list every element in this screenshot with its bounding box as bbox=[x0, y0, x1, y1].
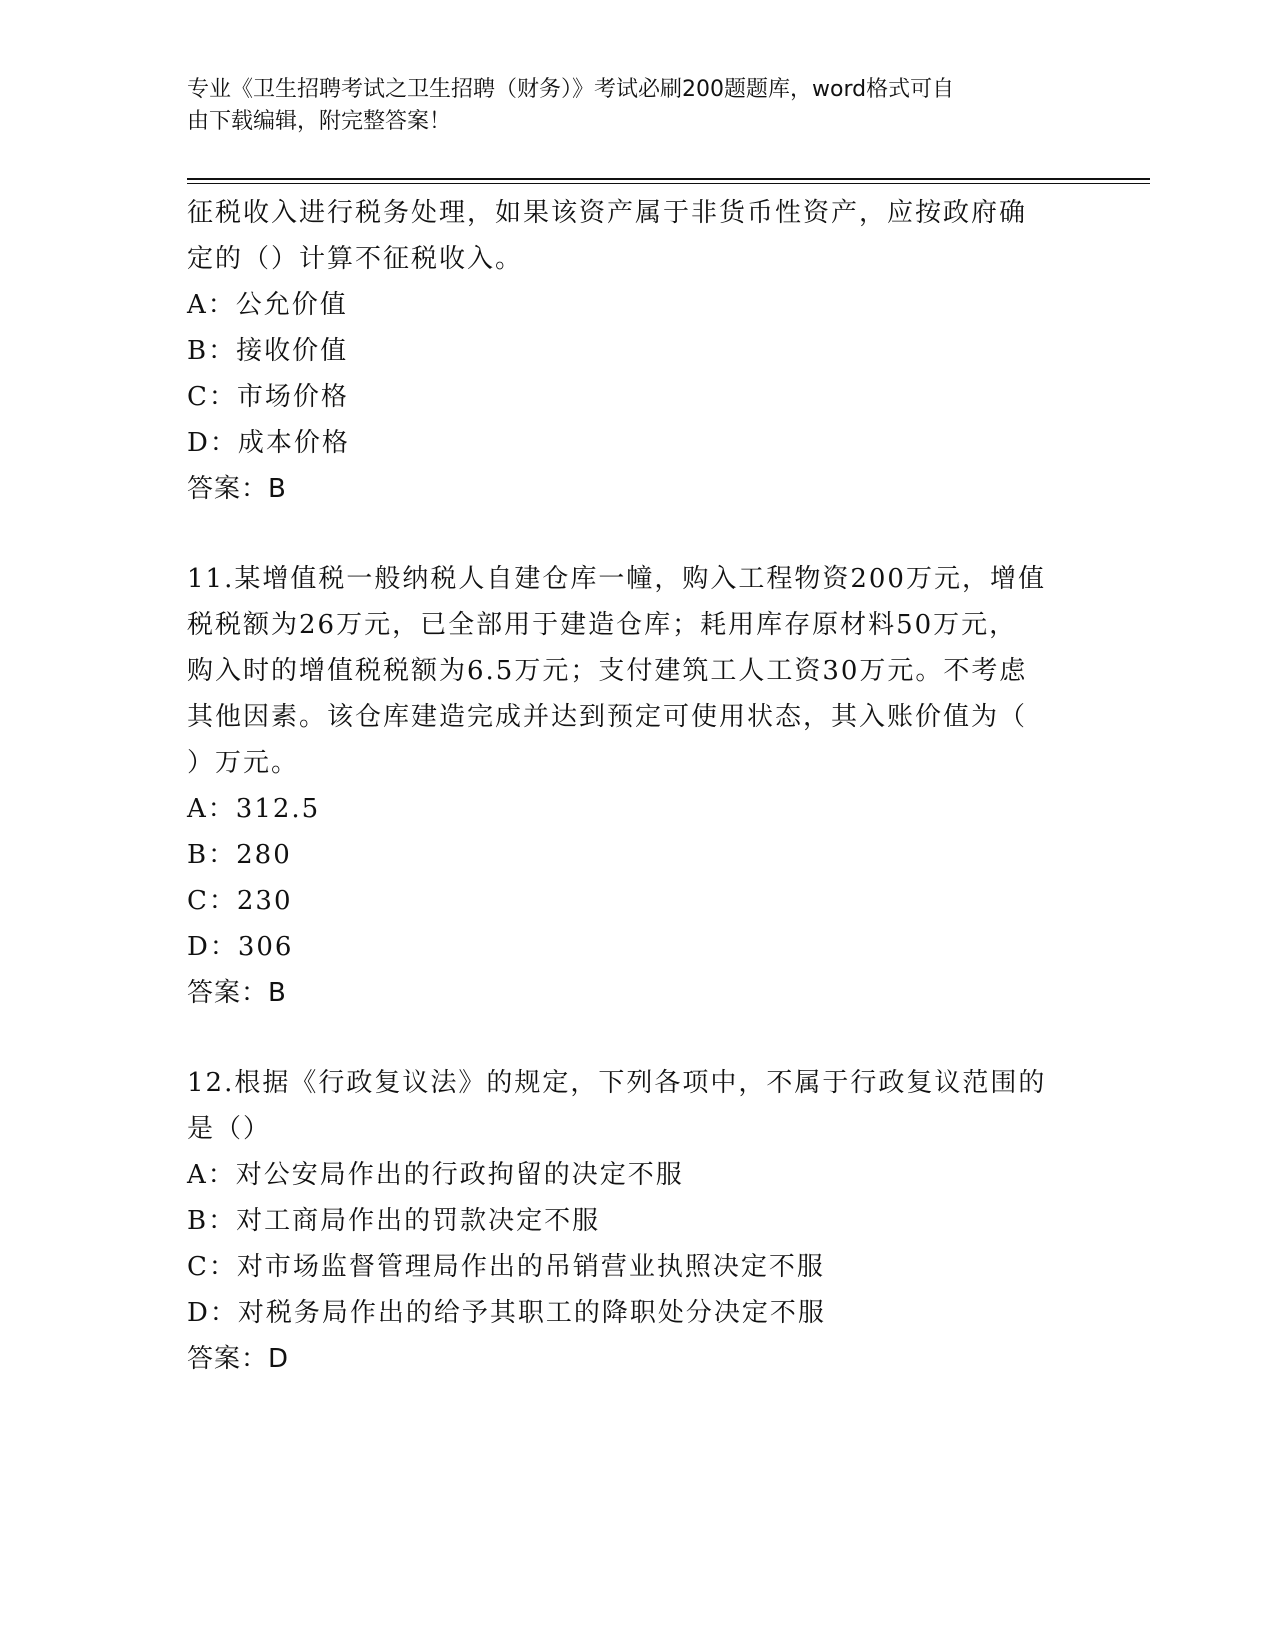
answer-text: 答案：B bbox=[187, 474, 287, 504]
option-d: D：成本价格 bbox=[187, 428, 350, 458]
document-header bbox=[187, 74, 1067, 138]
question-stem-line: 征税收入进行税务处理，如果该资产属于非货币性资产，应按政府确 bbox=[187, 198, 1028, 228]
option-a: A：对公安局作出的行政拘留的决定不服 bbox=[187, 1160, 684, 1190]
question-stem-line: 购入时的增值税税额为6.5万元；支付建筑工人工资30万元。不考虑 bbox=[187, 656, 1028, 686]
question-stem-line: 定的（）计算不征税收入。 bbox=[187, 244, 524, 274]
answer-text: 答案：B bbox=[187, 978, 287, 1008]
question-stem-line: ）万元。 bbox=[187, 748, 300, 778]
question-11 bbox=[187, 556, 1087, 1016]
header-divider-thick bbox=[187, 178, 1150, 180]
question-stem-line: 其他因素。该仓库建造完成并达到预定可使用状态，其入账价值为（ bbox=[187, 702, 1028, 732]
header-title-line-1: 专业《卫生招聘考试之卫生招聘（财务）》考试必刷200题题库，word格式可自 bbox=[187, 77, 955, 102]
option-c: C：对市场监督管理局作出的吊销营业执照决定不服 bbox=[187, 1252, 825, 1282]
header-title-line-2: 由下载编辑，附完整答案！ bbox=[187, 109, 452, 134]
option-c: C：市场价格 bbox=[187, 382, 349, 412]
question-stem-line: 12.根据《行政复议法》的规定，下列各项中，不属于行政复议范围的 bbox=[187, 1068, 1047, 1098]
header-divider-thin bbox=[187, 183, 1150, 184]
question-list bbox=[187, 190, 1087, 1382]
option-d: D：对税务局作出的给予其职工的降职处分决定不服 bbox=[187, 1298, 826, 1328]
option-a: A：312.5 bbox=[187, 794, 321, 824]
question-12 bbox=[187, 1060, 1087, 1382]
option-a: A：公允价值 bbox=[187, 290, 348, 320]
option-b: B：280 bbox=[187, 840, 292, 870]
answer-text: 答案：D bbox=[187, 1344, 290, 1374]
question-stem-line: 是（） bbox=[187, 1114, 272, 1144]
option-b: B：对工商局作出的罚款决定不服 bbox=[187, 1206, 601, 1236]
question-10 bbox=[187, 190, 1087, 512]
question-stem-line: 税税额为26万元，已全部用于建造仓库；耗用库存原材料50万元， bbox=[187, 610, 1018, 640]
option-d: D：306 bbox=[187, 932, 294, 962]
question-stem-line: 11.某增值税一般纳税人自建仓库一幢，购入工程物资200万元，增值 bbox=[187, 564, 1046, 594]
option-b: B：接收价值 bbox=[187, 336, 349, 366]
option-c: C：230 bbox=[187, 886, 293, 916]
